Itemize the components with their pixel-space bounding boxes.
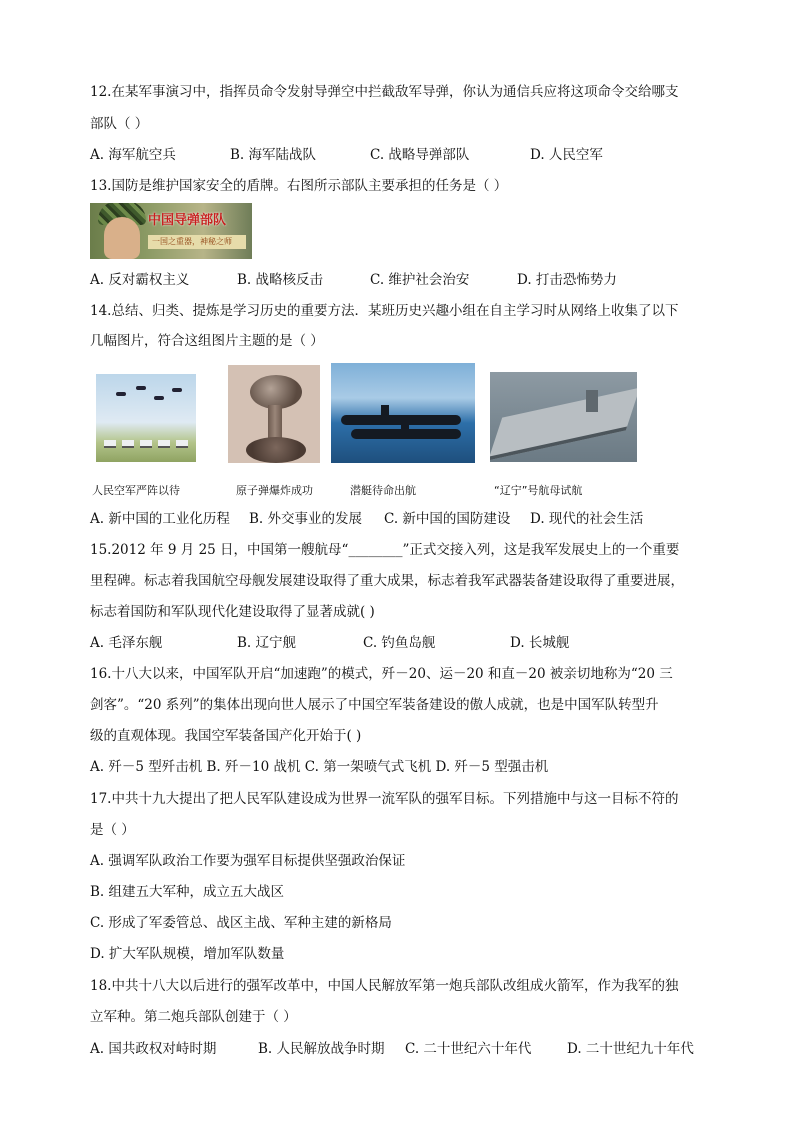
air-force-image bbox=[96, 374, 196, 462]
caption-submarine: 潜艇待命出航 bbox=[350, 484, 416, 497]
mushroom-cloud-icon bbox=[250, 375, 302, 409]
q18-stem-line1: 18.中共十八大以后进行的强军改革中，中国人民解放军第一炮兵部队改组成火箭军，作为我军的独 bbox=[90, 978, 679, 994]
conning-tower-icon bbox=[381, 405, 389, 417]
q14-option-c: C. 新中国的国防建设 bbox=[384, 511, 511, 527]
q15-option-d: D. 长城舰 bbox=[510, 635, 570, 651]
q15-option-b: B. 辽宁舰 bbox=[237, 635, 297, 651]
q17-option-c: C. 形成了军委管总、战区主战、军种主建的新格局 bbox=[90, 915, 392, 931]
caption-atomic-bomb: 原子弹爆炸成功 bbox=[236, 484, 313, 497]
jet-icon bbox=[154, 396, 164, 400]
q14-stem-line1: 14.总结、归类、提炼是学习历史的重要方法．某班历史兴趣小组在自主学习时从网络上收集了以下 bbox=[90, 303, 679, 319]
q18-option-a: A. 国共政权对峙时期 bbox=[90, 1041, 217, 1057]
q13-stem-line1: 13.国防是维护国家安全的盾牌。右图所示部队主要承担的任务是（ ） bbox=[90, 178, 508, 194]
q17-option-b: B. 组建五大军种，成立五大战区 bbox=[90, 884, 285, 900]
q18-option-b: B. 人民解放战争时期 bbox=[258, 1041, 385, 1057]
atomic-bomb-image bbox=[228, 365, 320, 463]
banner-title: 中国导弹部队 bbox=[148, 213, 227, 228]
carrier-island-icon bbox=[586, 390, 598, 412]
conning-tower-icon bbox=[401, 419, 409, 431]
parked-jet-icon bbox=[140, 440, 152, 448]
q18-option-c: C. 二十世纪六十年代 bbox=[405, 1041, 532, 1057]
q17-option-d: D. 扩大军队规模，增加军队数量 bbox=[90, 946, 285, 962]
q15-stem-line1: 15.2012 年 9 月 25 日，中国第一艘航母“________”正式交接入列，这是我军发展史上的一个重要 bbox=[90, 542, 680, 558]
parked-jet-icon bbox=[158, 440, 170, 448]
soldier-face-icon bbox=[104, 217, 140, 259]
q16-options: A. 歼－5 型歼击机 B. 歼－10 战机 C. 第一架喷气式飞机 D. 歼－5 型强击机 bbox=[90, 759, 549, 775]
missile-force-banner-image bbox=[90, 203, 252, 259]
jet-icon bbox=[136, 386, 146, 390]
carrier-deck-icon bbox=[490, 388, 637, 461]
jet-icon bbox=[116, 392, 126, 396]
q17-stem-line1: 17.中共十九大提出了把人民军队建设成为世界一流军队的强军目标。下列措施中与这一目标不符的 bbox=[90, 791, 679, 807]
jet-icon bbox=[172, 388, 182, 392]
caption-carrier: “辽宁”号航母试航 bbox=[494, 484, 583, 497]
q13-option-d: D. 打击恐怖势力 bbox=[517, 272, 617, 288]
q14-option-d: D. 现代的社会生活 bbox=[530, 511, 644, 527]
aircraft-carrier-image bbox=[490, 372, 637, 462]
cloud-base-icon bbox=[246, 437, 306, 463]
q14-stem-line2: 几幅图片，符合这组图片主题的是（ ） bbox=[90, 333, 324, 349]
q17-option-a: A. 强调军队政治工作要为强军目标提供坚强政治保证 bbox=[90, 853, 406, 869]
q16-stem-line2: 剑客”。“20 系列”的集体出现向世人展示了中国空军装备建设的傲人成就，也是中国军队转型升 bbox=[90, 697, 659, 713]
q18-stem-line2: 立军种。第二炮兵部队创建于（ ） bbox=[90, 1009, 297, 1025]
caption-air-force: 人民空军严阵以待 bbox=[92, 484, 180, 497]
parked-jet-icon bbox=[122, 440, 134, 448]
q18-option-d: D. 二十世纪九十年代 bbox=[567, 1041, 694, 1057]
q15-option-a: A. 毛泽东舰 bbox=[90, 635, 163, 651]
q12-option-d: D. 人民空军 bbox=[530, 147, 603, 163]
q14-option-a: A. 新中国的工业化历程 bbox=[90, 511, 230, 527]
q15-stem-line2: 里程碑。标志着我国航空母舰发展建设取得了重大成果，标志着我军武器装备建设取得了重要进展， bbox=[90, 573, 684, 589]
q12-option-c: C. 战略导弹部队 bbox=[370, 147, 470, 163]
parked-jet-icon bbox=[104, 440, 116, 448]
parked-jet-icon bbox=[176, 440, 188, 448]
submarine-image bbox=[331, 363, 475, 463]
q14-option-b: B. 外交事业的发展 bbox=[249, 511, 363, 527]
q16-stem-line1: 16.十八大以来，中国军队开启“加速跑”的模式，歼－20、运－20 和直－20 被亲切地称为“20 三 bbox=[90, 666, 673, 682]
q12-option-a: A. 海军航空兵 bbox=[90, 147, 176, 163]
q12-stem-line2: 部队（ ） bbox=[90, 116, 149, 132]
q15-stem-line3: 标志着国防和军队现代化建设取得了显著成就( ) bbox=[90, 604, 375, 620]
q13-option-a: A. 反对霸权主义 bbox=[90, 272, 190, 288]
q13-option-c: C. 维护社会治安 bbox=[370, 272, 470, 288]
q17-stem-line2: 是（ ） bbox=[90, 822, 135, 838]
q16-stem-line3: 级的直观体现。我国空军装备国产化开始于( ) bbox=[90, 728, 362, 744]
q12-option-b: B. 海军陆战队 bbox=[230, 147, 317, 163]
q12-stem-line1: 12.在某军事演习中，指挥员命令发射导弹空中拦截敌军导弹，你认为通信兵应将这项命令交给哪支 bbox=[90, 84, 679, 100]
banner-subtitle: 一国之重器，神秘之师 bbox=[148, 235, 246, 249]
q13-option-b: B. 战略核反击 bbox=[237, 272, 324, 288]
q15-option-c: C. 钓鱼岛舰 bbox=[363, 635, 436, 651]
